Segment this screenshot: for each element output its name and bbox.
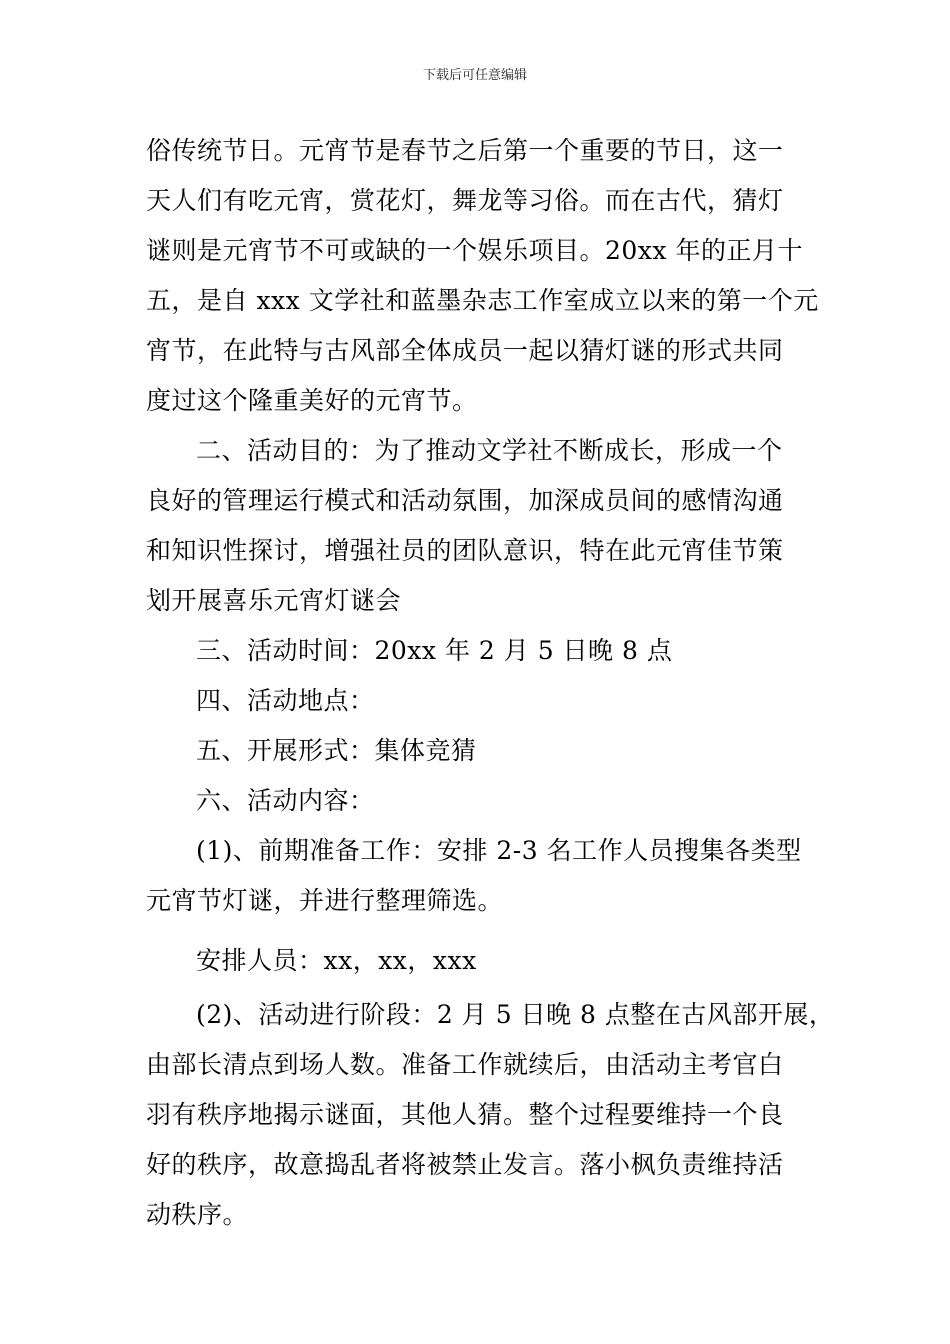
section-activity-time: 三、活动时间：20xx 年 2 月 5 日晚 8 点 <box>196 636 673 665</box>
paragraph-line: 良好的管理运行模式和活动氛围，加深成员间的感情沟通 <box>146 486 784 515</box>
paragraph-line: 动秩序。 <box>146 1200 249 1229</box>
document-body <box>146 126 835 1240</box>
paragraph-line: 俗传统节日。元宵节是春节之后第一个重要的节日，这一 <box>146 136 784 165</box>
paragraph-line: 五，是自 xxx 文学社和蓝墨杂志工作室成立以来的第一个元 <box>146 286 819 315</box>
paragraph-line: 由部长清点到场人数。准备工作就续后，由活动主考官白 <box>146 1050 784 1079</box>
paragraph-line: 好的秩序，故意捣乱者将被禁止发言。落小枫负责维持活 <box>146 1150 784 1179</box>
paragraph-line: 谜则是元宵节不可或缺的一个娱乐项目。20xx 年的正月十 <box>146 236 803 265</box>
paragraph-line: 和知识性探讨，增强社员的团队意识，特在此元宵佳节策 <box>146 536 784 565</box>
section-activity-content: 六、活动内容： <box>196 786 375 815</box>
page-header: 下载后可任意编辑 <box>422 68 527 83</box>
paragraph-line: 度过这个隆重美好的元宵节。 <box>146 386 478 415</box>
item-preparation: (1)、前期准备工作：安排 2-3 名工作人员搜集各类型 <box>196 836 802 865</box>
staff-assignment: 安排人员：xx，xx，xxx <box>196 946 477 975</box>
paragraph-line: 划开展喜乐元宵灯谜会 <box>146 586 402 615</box>
section-activity-purpose: 二、活动目的：为了推动文学社不断成长，形成一个 <box>196 436 783 465</box>
paragraph-line: 元宵节灯谜，并进行整理筛选。 <box>146 886 504 915</box>
section-activity-format: 五、开展形式：集体竞猜 <box>196 736 477 765</box>
paragraph-line: 天人们有吃元宵，赏花灯，舞龙等习俗。而在古代，猜灯 <box>146 186 784 215</box>
paragraph-line: 羽有秩序地揭示谜面，其他人猜。整个过程要维持一个良 <box>146 1100 784 1129</box>
item-activity-stage: (2)、活动进行阶段：2 月 5 日晚 8 点整在古风部开展， <box>196 1000 835 1029</box>
paragraph-line: 宵节，在此特与古风部全体成员一起以猜灯谜的形式共同 <box>146 336 784 365</box>
section-activity-location: 四、活动地点： <box>196 686 375 715</box>
